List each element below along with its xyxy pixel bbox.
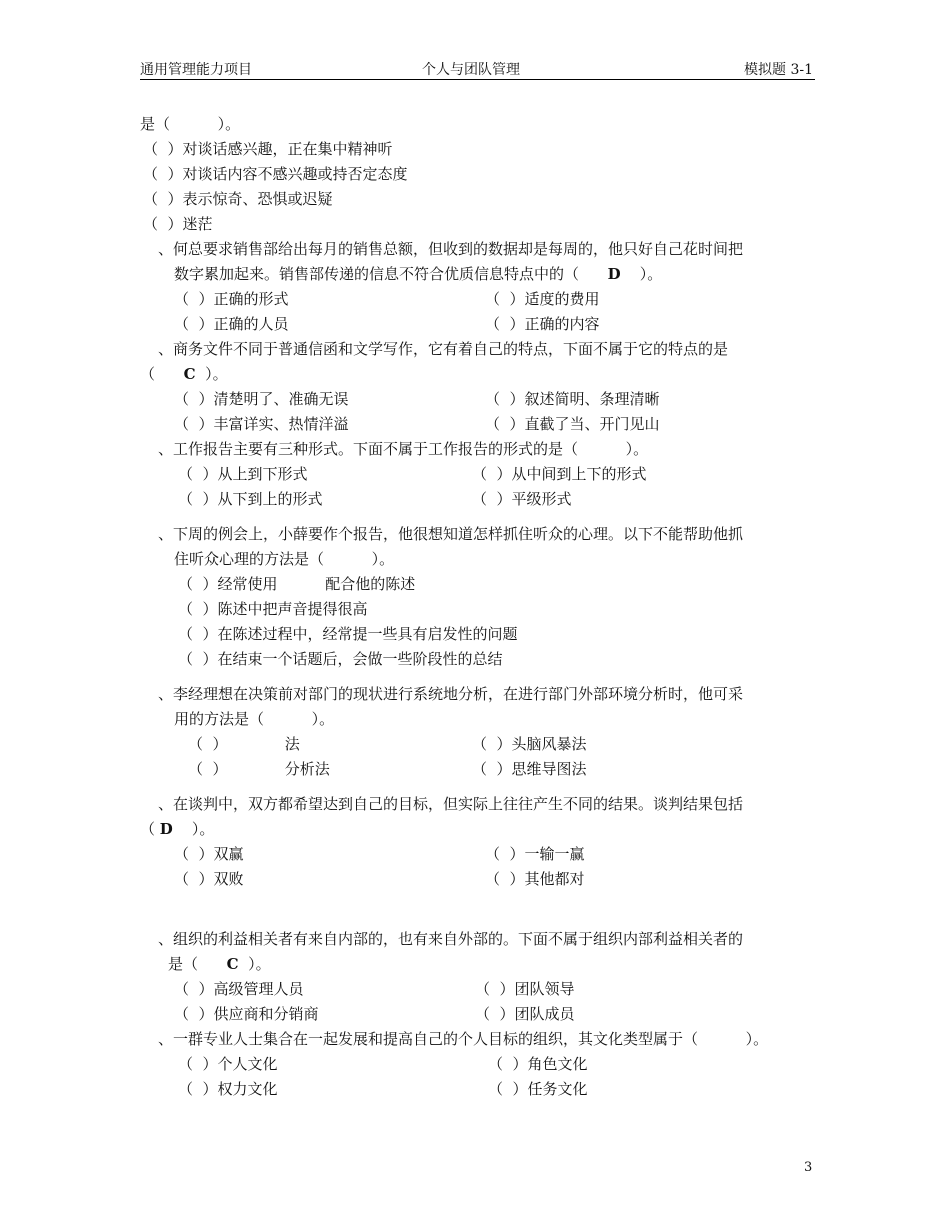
- option: （ ）高级管理人员: [174, 980, 304, 998]
- option: （ ）正确的内容: [485, 315, 600, 333]
- answer: D: [159, 820, 173, 838]
- question-5: [140, 682, 815, 782]
- answer: D: [607, 265, 621, 283]
- option: （ ）表示惊奇、恐惧或迟疑: [143, 190, 333, 208]
- question-stem: 是（ ）。: [140, 115, 241, 133]
- option: （ ）头脑风暴法: [472, 735, 587, 753]
- question-stem: 、组织的利益相关者有来自内部的，也有来自外部的。下面不属于组织内部利益相关者的: [158, 930, 744, 948]
- option: （ ）任务文化: [488, 1080, 588, 1098]
- option: （ ）在陈述过程中，经常提一些具有启发性的问题: [178, 625, 518, 643]
- question-stem-cont: 是（ C ）。: [168, 955, 271, 973]
- option: （ ）平级形式: [472, 490, 572, 508]
- question-stem-cont: 住听众心理的方法是（ ）。: [174, 550, 395, 568]
- question-stem: 、一群专业人士集合在一起发展和提高自己的个人目标的组织，其文化类型属于（ ）。: [158, 1030, 769, 1048]
- option: （ ）经常使用 配合他的陈述: [178, 575, 416, 593]
- answer: C: [183, 365, 196, 383]
- option: （ ）思维导图法: [472, 760, 587, 778]
- header-left: 通用管理能力项目: [140, 62, 252, 78]
- question-stem-cont: 用的方法是（ ）。: [174, 710, 335, 728]
- question-stem: 、工作报告主要有三种形式。下面不属于工作报告的形式的是（ ）。: [158, 440, 649, 458]
- question-stem: 、何总要求销售部给出每月的销售总额，但收到的数据却是每周的，他只好自己花时间把: [158, 240, 744, 258]
- option: （ ）权力文化: [178, 1080, 278, 1098]
- page-content: [140, 112, 815, 1102]
- question-stem: 、在谈判中，双方都希望达到自己的目标，但实际上往往产生不同的结果。谈判结果包括: [158, 795, 744, 813]
- option: （ ）角色文化: [488, 1055, 588, 1073]
- question-8: [140, 1027, 815, 1102]
- option: （ ）在结束一个话题后，会做一些阶段性的总结: [178, 650, 503, 668]
- option: （ ）从上到下形式: [178, 465, 308, 483]
- option: （ ）对谈话感兴趣，正在集中精神听: [143, 140, 393, 158]
- question-4: [140, 522, 815, 672]
- question-stem: 、李经理想在决策前对部门的现状进行系统地分析，在进行部门外部环境分析时，他可采: [158, 685, 744, 703]
- question-2: [140, 337, 815, 437]
- question-intro: [140, 112, 815, 237]
- option: （ ）其他都对: [485, 870, 585, 888]
- option: （ ）叙述简明、条理清晰: [485, 390, 660, 408]
- option: （ ）一输一赢: [485, 845, 585, 863]
- question-stem-cont: 数字累加起来。销售部传递的信息不符合优质信息特点中的（ D ）。: [174, 265, 663, 283]
- option: （ ）适度的费用: [485, 290, 600, 308]
- option: （ ） 分析法: [188, 760, 330, 778]
- question-1: [140, 237, 815, 337]
- option: （ ）从中间到上下的形式: [472, 465, 647, 483]
- question-7: [140, 927, 815, 1027]
- option: （ ）供应商和分销商: [174, 1005, 319, 1023]
- option: （ ）团队领导: [475, 980, 575, 998]
- option: （ ）丰富详实、热情洋溢: [174, 415, 349, 433]
- question-stem: 、下周的例会上，小薛要作个报告，他很想知道怎样抓住听众的心理。以下不能帮助他抓: [158, 525, 744, 543]
- option: （ ）从下到上的形式: [178, 490, 323, 508]
- option: （ ）双赢: [174, 845, 244, 863]
- header-center: 个人与团队管理: [422, 62, 520, 78]
- question-stem-cont: （ C ）。: [140, 365, 228, 383]
- option: （ ）清楚明了、准确无误: [174, 390, 349, 408]
- question-6: [140, 792, 815, 892]
- option: （ ）双败: [174, 870, 244, 888]
- option: （ ）团队成员: [475, 1005, 575, 1023]
- option: （ ）迷茫: [143, 215, 213, 233]
- question-3: [140, 437, 815, 512]
- option: （ ）直截了当、开门见山: [485, 415, 660, 433]
- option: （ ）对谈话内容不感兴趣或持否定态度: [143, 165, 408, 183]
- option: （ ）正确的人员: [174, 315, 289, 333]
- option: （ ）正确的形式: [174, 290, 289, 308]
- question-stem: 、商务文件不同于普通信函和文学写作，它有着自己的特点，下面不属于它的特点的是: [158, 340, 729, 358]
- option: （ ）陈述中把声音提得很高: [178, 600, 368, 618]
- page-number: 3: [804, 1160, 813, 1175]
- question-stem-cont: （ D ）。: [140, 820, 215, 838]
- option: （ ） 法: [188, 735, 300, 753]
- answer: C: [226, 955, 239, 973]
- page-header: [140, 57, 815, 80]
- header-right: 模拟题 3-1: [744, 62, 813, 78]
- option: （ ）个人文化: [178, 1055, 278, 1073]
